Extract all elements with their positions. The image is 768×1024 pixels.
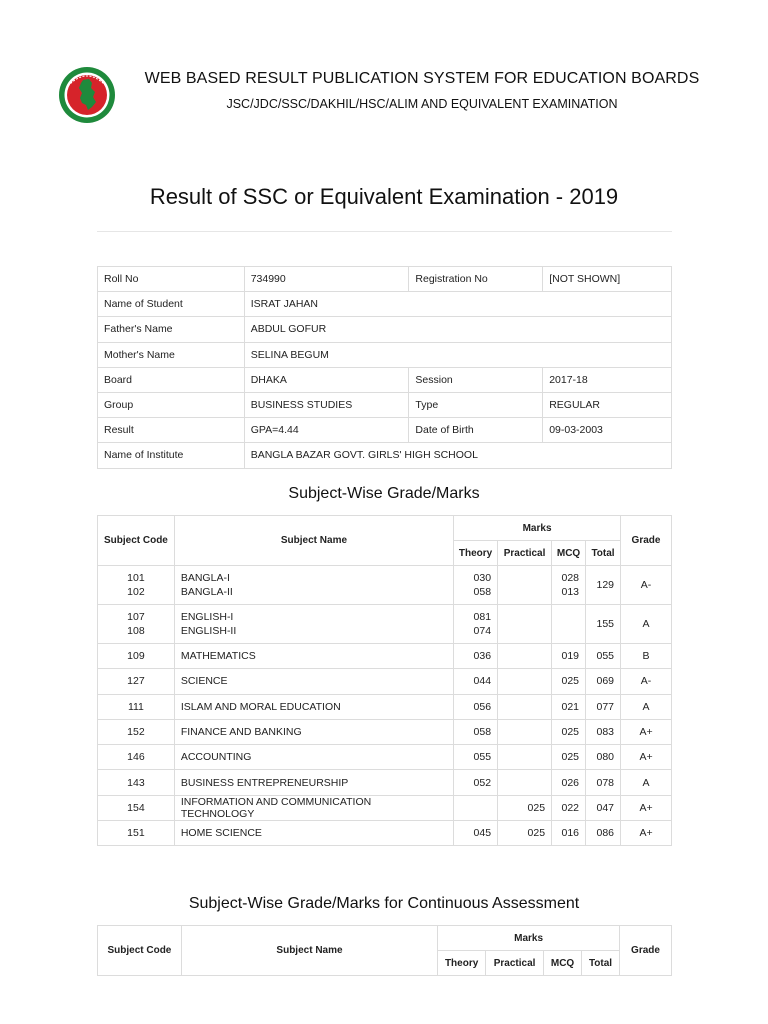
subject-code-header: Subject Code [98, 926, 182, 976]
table-row [98, 418, 672, 443]
total-marks: 047 [586, 795, 621, 820]
mcq-marks: 026 [552, 770, 586, 795]
table-row [98, 644, 672, 669]
subject-code [98, 566, 175, 605]
subject-code-line: 102 [127, 586, 145, 598]
mcq-marks: 025 [552, 745, 586, 770]
practical-marks [498, 669, 552, 694]
subject-name: FINANCE AND BANKING [174, 719, 453, 744]
mcq-line: 028 [561, 572, 580, 584]
grade: A- [621, 566, 672, 605]
board-label: Board [98, 367, 245, 392]
subject-code-line: 108 [127, 625, 145, 637]
mcq-marks: 019 [552, 644, 586, 669]
subject-name-line: BANGLA-I [180, 572, 230, 584]
divider [97, 231, 672, 232]
student-info-table [97, 266, 672, 469]
table-row [98, 342, 672, 367]
result-label: Result [98, 418, 245, 443]
marks-header: Marks [438, 926, 620, 951]
registration-value: [NOT SHOWN] [543, 267, 672, 292]
grade: B [621, 644, 672, 669]
mcq-marks: 016 [552, 821, 586, 846]
subject-code-line: 107 [127, 611, 145, 623]
theory-marks: 044 [454, 669, 498, 694]
marks-section-title: Subject-Wise Grade/Marks [288, 485, 480, 502]
total-marks: 080 [586, 745, 621, 770]
subject-name-line: ENGLISH-II [180, 625, 237, 637]
total-marks: 086 [586, 821, 621, 846]
subject-name: HOME SCIENCE [174, 821, 453, 846]
institute-value: BANGLA BAZAR GOVT. GIRLS' HIGH SCHOOL [244, 443, 671, 468]
grade: A [621, 770, 672, 795]
practical-marks: 025 [498, 821, 552, 846]
table-row [98, 770, 672, 795]
grade: A+ [621, 795, 672, 820]
table-row [98, 566, 672, 605]
table-row [98, 795, 672, 820]
theory-line: 030 [473, 572, 492, 584]
total-marks: 055 [586, 644, 621, 669]
subject-name-header: Subject Name [181, 926, 437, 976]
practical-marks: 025 [498, 795, 552, 820]
theory-header: Theory [454, 541, 498, 566]
mcq-marks: 022 [552, 795, 586, 820]
subject-name [174, 605, 453, 644]
total-header: Total [582, 951, 620, 976]
mcq-marks [552, 566, 586, 605]
table-row [98, 605, 672, 644]
mcq-header: MCQ [544, 951, 582, 976]
theory-marks [454, 566, 498, 605]
grade: A+ [621, 821, 672, 846]
table-row [98, 317, 672, 342]
site-title: WEB BASED RESULT PUBLICATION SYSTEM FOR EDUCATION BOARDS [144, 70, 700, 87]
father-name-label: Father's Name [98, 317, 245, 342]
total-marks: 083 [586, 719, 621, 744]
session-label: Session [409, 367, 543, 392]
type-value: REGULAR [543, 392, 672, 417]
dob-value: 09-03-2003 [543, 418, 672, 443]
practical-marks [498, 745, 552, 770]
theory-marks: 055 [454, 745, 498, 770]
subject-name: SCIENCE [174, 669, 453, 694]
mcq-marks [552, 605, 586, 644]
practical-marks [498, 644, 552, 669]
theory-line: 081 [473, 611, 492, 623]
subject-name-line: BANGLA-II [180, 586, 233, 598]
practical-marks [498, 566, 552, 605]
subject-name: BUSINESS ENTREPRENEURSHIP [174, 770, 453, 795]
ca-section-title: Subject-Wise Grade/Marks for Continuous Assessment [188, 895, 580, 912]
subject-name [174, 566, 453, 605]
roll-value: 734990 [244, 267, 409, 292]
table-row [98, 392, 672, 417]
theory-line: 058 [473, 586, 492, 598]
total-marks: 069 [586, 669, 621, 694]
theory-marks: 056 [454, 694, 498, 719]
subject-code: 154 [98, 795, 175, 820]
subject-code: 109 [98, 644, 175, 669]
subject-code: 111 [98, 694, 175, 719]
practical-marks [498, 719, 552, 744]
roll-label: Roll No [98, 267, 245, 292]
table-row [98, 267, 672, 292]
type-label: Type [409, 392, 543, 417]
ca-marks-table [97, 925, 672, 976]
mother-name-value: SELINA BEGUM [244, 342, 671, 367]
page-title: Result of SSC or Equivalent Examination - 2019 [149, 184, 619, 209]
subject-name: INFORMATION AND COMMUNICATION TECHNOLOGY [174, 795, 453, 820]
mcq-marks: 025 [552, 669, 586, 694]
practical-header: Practical [498, 541, 552, 566]
total-header: Total [586, 541, 621, 566]
table-row [98, 821, 672, 846]
subject-code [98, 605, 175, 644]
practical-marks [498, 770, 552, 795]
header-row [98, 926, 672, 951]
subject-code: 143 [98, 770, 175, 795]
table-row [98, 669, 672, 694]
subject-code: 146 [98, 745, 175, 770]
theory-marks [454, 605, 498, 644]
subject-code-line: 101 [127, 572, 145, 584]
grade: A+ [621, 719, 672, 744]
table-row [98, 694, 672, 719]
board-value: DHAKA [244, 367, 409, 392]
grade-header: Grade [620, 926, 672, 976]
subject-name: ISLAM AND MORAL EDUCATION [174, 694, 453, 719]
practical-marks [498, 605, 552, 644]
total-marks: 077 [586, 694, 621, 719]
father-name-value: ABDUL GOFUR [244, 317, 671, 342]
grade: A+ [621, 745, 672, 770]
marks-header: Marks [454, 516, 621, 541]
mother-name-label: Mother's Name [98, 342, 245, 367]
header-row [98, 516, 672, 541]
table-row [98, 367, 672, 392]
site-subtitle: JSC/JDC/SSC/DAKHIL/HSC/ALIM AND EQUIVALENT EXAMINATION [226, 97, 618, 111]
subject-code: 127 [98, 669, 175, 694]
bangladesh-govt-seal-icon [58, 66, 116, 124]
table-row [98, 292, 672, 317]
registration-label: Registration No [409, 267, 543, 292]
mcq-line: 013 [561, 586, 580, 598]
grade-header: Grade [621, 516, 672, 566]
student-name-label: Name of Student [98, 292, 245, 317]
subject-name: ACCOUNTING [174, 745, 453, 770]
table-row [98, 443, 672, 468]
student-name-value: ISRAT JAHAN [244, 292, 671, 317]
subject-code-header: Subject Code [98, 516, 175, 566]
theory-marks: 058 [454, 719, 498, 744]
theory-marks: 045 [454, 821, 498, 846]
marks-table [97, 515, 672, 846]
subject-code: 152 [98, 719, 175, 744]
group-label: Group [98, 392, 245, 417]
grade: A- [621, 669, 672, 694]
theory-header: Theory [438, 951, 486, 976]
institute-label: Name of Institute [98, 443, 245, 468]
total-marks: 155 [586, 605, 621, 644]
header [0, 0, 768, 150]
table-row [98, 719, 672, 744]
table-row [98, 745, 672, 770]
grade: A [621, 605, 672, 644]
group-value: BUSINESS STUDIES [244, 392, 409, 417]
mcq-marks: 025 [552, 719, 586, 744]
session-value: 2017-18 [543, 367, 672, 392]
total-marks: 078 [586, 770, 621, 795]
subject-name: MATHEMATICS [174, 644, 453, 669]
subject-code: 151 [98, 821, 175, 846]
dob-label: Date of Birth [409, 418, 543, 443]
subject-name-line: ENGLISH-I [180, 611, 234, 623]
total-marks: 129 [586, 566, 621, 605]
theory-marks: 036 [454, 644, 498, 669]
practical-header: Practical [486, 951, 544, 976]
theory-line: 074 [473, 625, 492, 637]
theory-marks [454, 795, 498, 820]
result-value: GPA=4.44 [244, 418, 409, 443]
mcq-header: MCQ [552, 541, 586, 566]
theory-marks: 052 [454, 770, 498, 795]
practical-marks [498, 694, 552, 719]
mcq-marks: 021 [552, 694, 586, 719]
grade: A [621, 694, 672, 719]
subject-name-header: Subject Name [174, 516, 453, 566]
